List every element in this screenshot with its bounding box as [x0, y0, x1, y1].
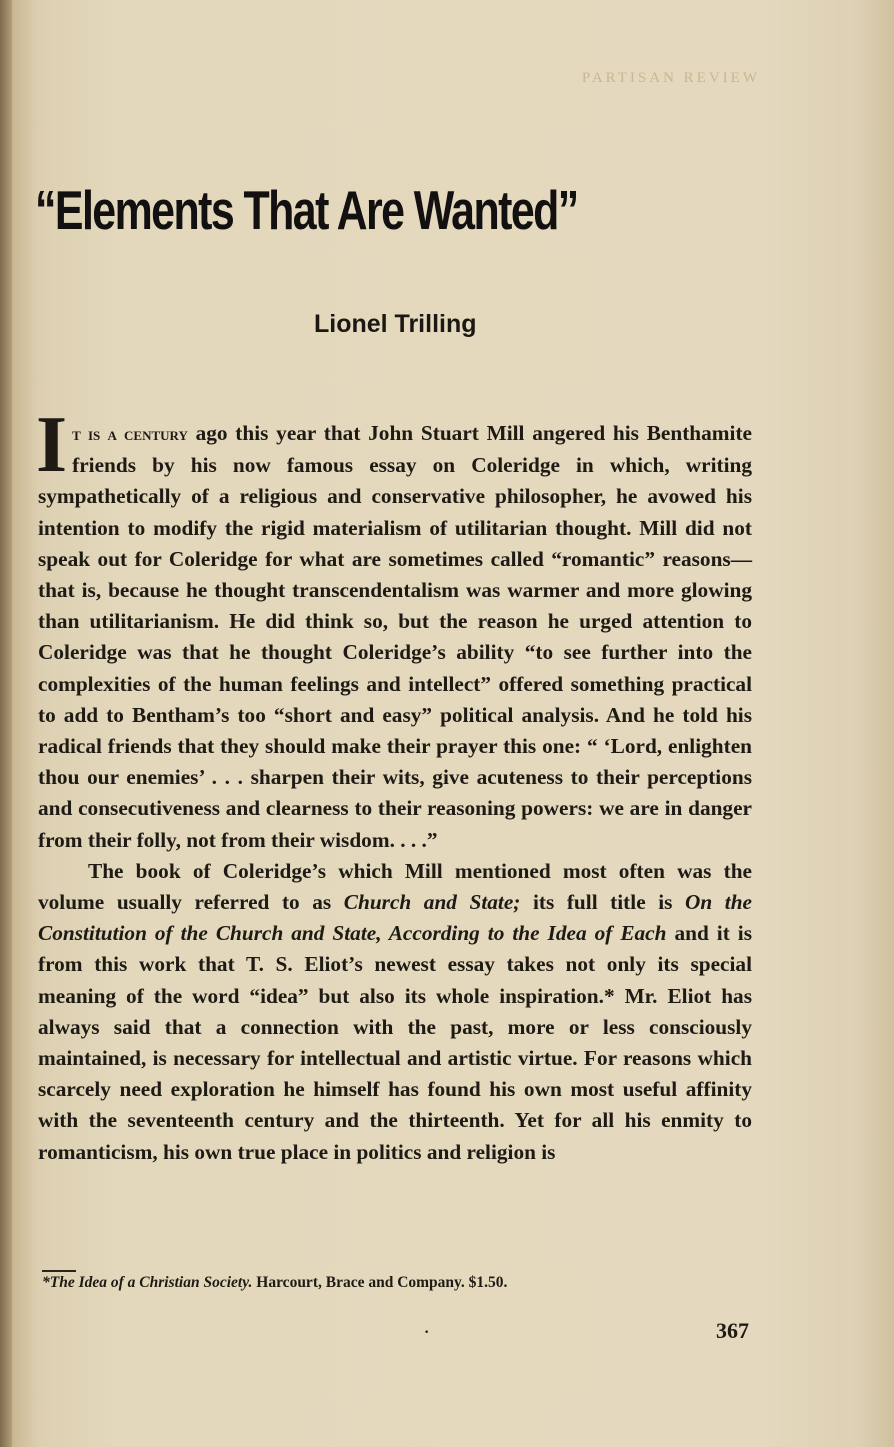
paragraph-2-italic-a: Church and State;: [343, 890, 521, 915]
paragraph-1: [36, 401, 752, 856]
article-title: “Elements That Are Wanted”: [35, 179, 578, 241]
page-number: 367: [716, 1318, 749, 1343]
paragraph-2-text-a: The book of Coleridge’s which Mill mentioned most often was the volume usually referred to as: [38, 858, 752, 915]
article-body: [36, 401, 753, 1168]
drop-cap: I: [36, 401, 68, 489]
author-name: Lionel Trilling: [314, 310, 477, 338]
center-dot: ·: [424, 1324, 430, 1341]
paragraph-2: [38, 856, 752, 1168]
paragraph-2-text-b: its full title is: [520, 890, 685, 915]
footnote: [42, 1274, 742, 1292]
paragraph-1-text: ago this year that John Stuart Mill angered his Benthamite friends by his now famous essay on Coleridge in which, writing sympathetically of a religious and conservative philosopher, he avowed his intention to modify the rigid materialism of utilitarian thought. Mill did not speak out for Coleridge for what are sometimes called “romantic” reasons—that is, because he thought transcendentalism was warmer and more glowing than utilitarianism. He did think so, but the reason he urged attention to Coleridge was that he thought Coleridge’s ability “to see further into the complexities of the human feelings and intellect” offered something practical to add to Bentham’s too “short and easy” political analysis. And he told his radical friends that they should make their prayer this one: “ ‘Lord, enlighten thou our enemies’ . . . sharpen their wits, give acuteness to their perceptions and consecutiveness and clearness to their reasoning powers: we are in danger from their folly, not from their wisdom. . . .”: [38, 421, 752, 852]
footnote-rule: [42, 1270, 76, 1272]
bleed-through-header: PARTISAN REVIEW: [581, 70, 760, 86]
paragraph-2-italic-b: On the Constitution of the Church and State, According to the Idea of Each: [38, 890, 753, 946]
paragraph-2-text-c: and it is from this work that T. S. Eliot’s newest essay takes not only its special meaning of the word “idea” but also its whole inspiration.* Mr. Eliot has always said that a connection with the past, more or less consciously maintained, is necessary for intellectual and artistic virtue. For reasons which scarcely need exploration he himself has found his own most useful affinity with the seventeenth century and the thirteenth. Yet for all his enmity to romanticism, his own true place in politics and religion is: [38, 921, 752, 1164]
book-spine-shadow: [0, 0, 12, 1447]
footnote-title: *The Idea of a Christian Society.: [42, 1274, 253, 1291]
opening-small-caps: t is a century: [72, 424, 188, 445]
footnote-publisher: Harcourt, Brace and Company. $1.50.: [252, 1274, 508, 1291]
